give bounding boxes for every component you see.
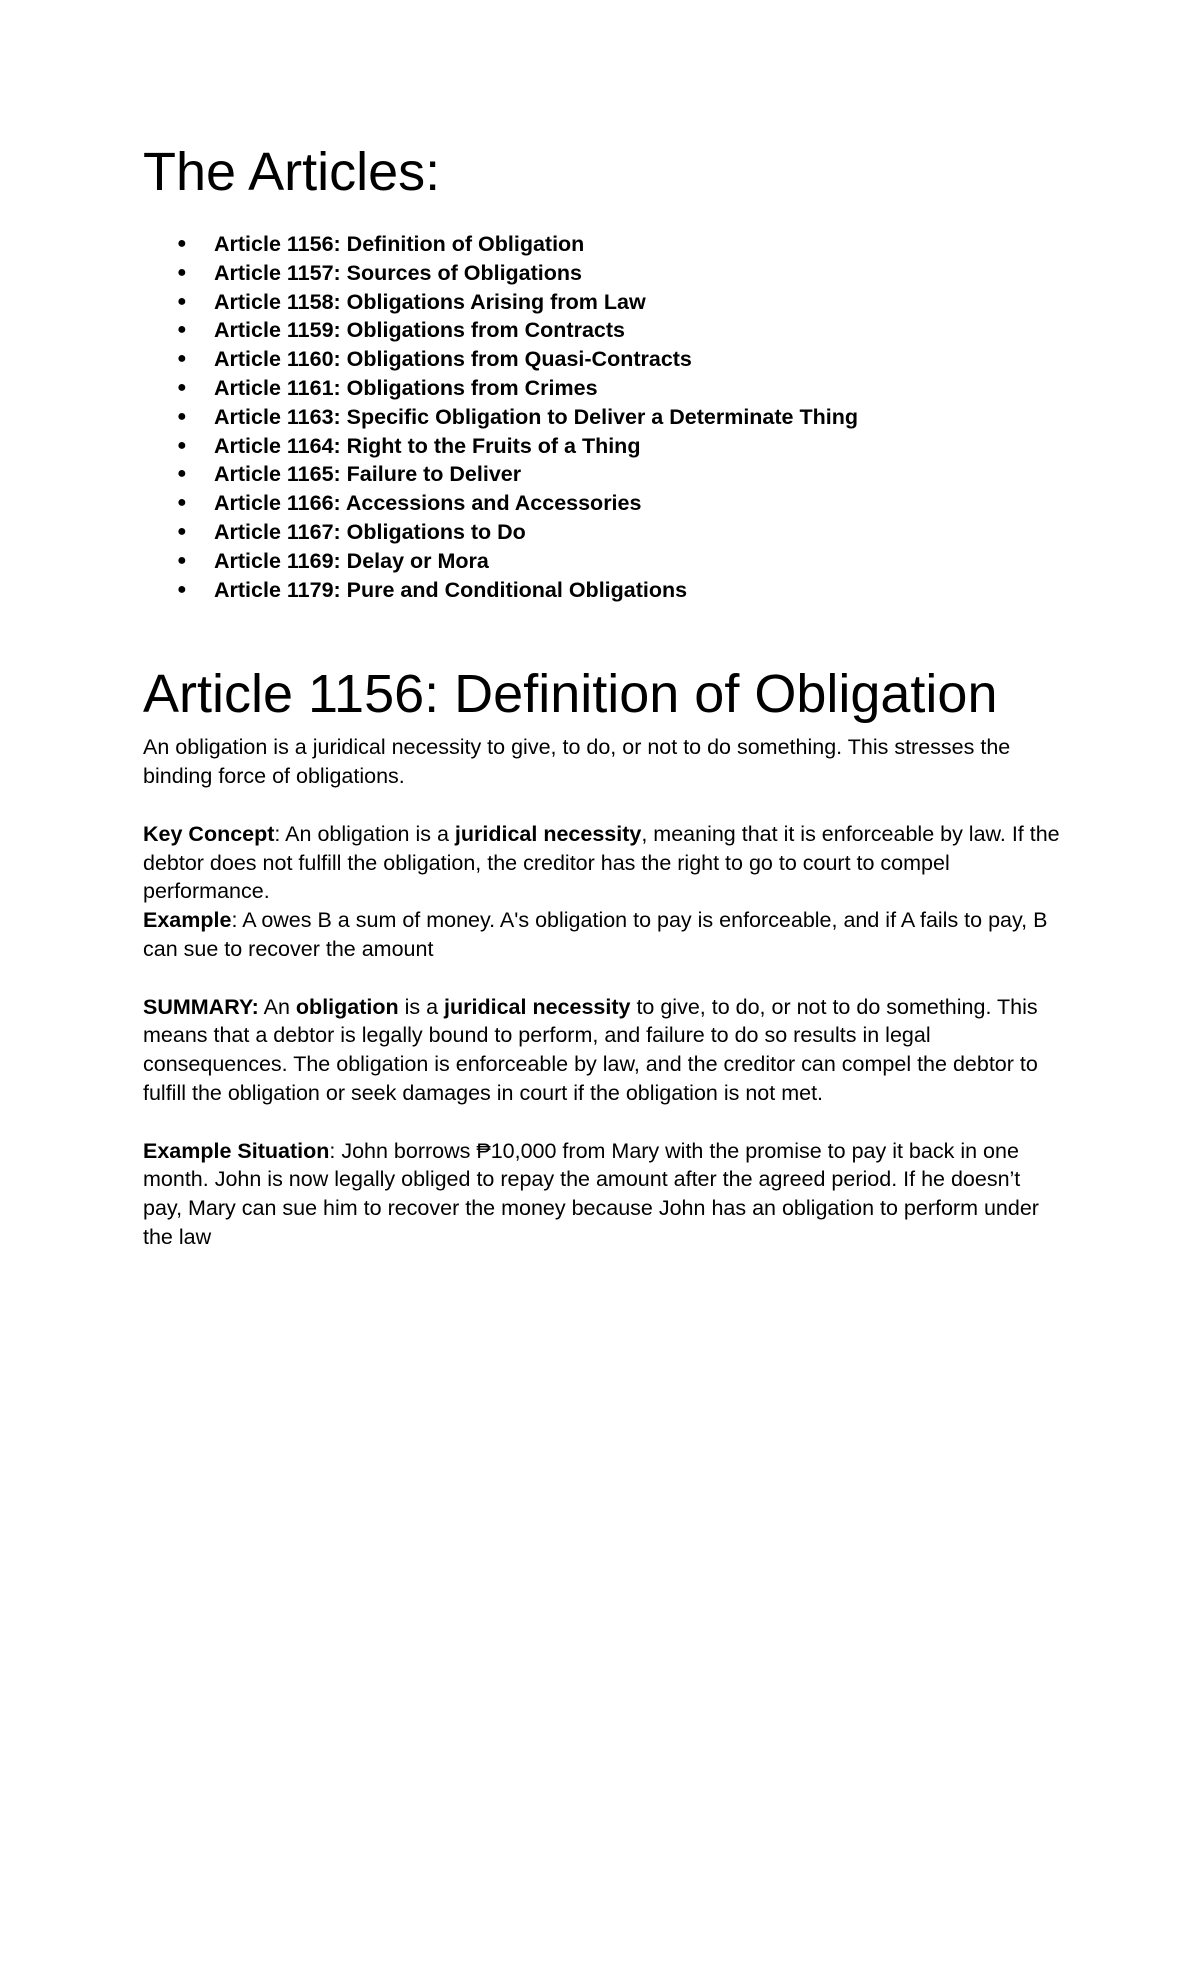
example-paragraph — [143, 906, 1060, 964]
bullet-icon: ● — [177, 407, 187, 425]
list-item — [143, 259, 1060, 288]
list-item-label: Article 1160: Obligations from Quasi-Contracts — [214, 347, 692, 372]
paragraph-gap — [143, 791, 1060, 820]
bullet-icon: ● — [177, 465, 187, 483]
bullet-icon: ● — [177, 378, 187, 396]
list-item — [143, 489, 1060, 518]
bullet-icon: ● — [177, 235, 187, 252]
summary-text: An — [258, 994, 296, 1019]
list-item — [143, 403, 1060, 432]
list-item — [143, 345, 1060, 374]
key-concept-label: Key Concept — [143, 821, 275, 846]
list-item — [143, 576, 1060, 605]
example-situation-label: Example Situation — [143, 1138, 330, 1163]
list-item — [143, 518, 1060, 547]
example-situation-text: : John borrows ₱10,000 from Mary with the promise to pay it back in one month. John is now legally obliged to repay the amount after the agreed period. If he doesn’t pay, Mary can sue him to recover the money because John has an obligation to perform under the law — [143, 1138, 1039, 1249]
bullet-icon: ● — [177, 522, 187, 540]
summary-label: SUMMARY: — [143, 994, 259, 1019]
list-item-label: Article 1179: Pure and Conditional Obligations — [214, 577, 688, 602]
example-label: Example — [143, 908, 232, 933]
paragraph-gap — [143, 964, 1060, 993]
bullet-icon: ● — [177, 494, 187, 512]
list-item — [143, 460, 1060, 489]
bullet-icon: ● — [177, 436, 187, 454]
list-item-label: Article 1166: Accessions and Accessories — [214, 491, 642, 516]
articles-list — [143, 230, 1060, 604]
list-item-label: Article 1158: Obligations Arising from Law — [214, 289, 646, 314]
section-heading: Article 1156: Definition of Obligation — [143, 664, 998, 725]
example-situation-paragraph — [143, 1137, 1060, 1252]
list-item — [143, 288, 1060, 317]
list-item-label: Article 1164: Right to the Fruits of a Thing — [214, 433, 641, 458]
list-item-label: Article 1163: Specific Obligation to Deliver a Determinate Thing — [214, 404, 858, 429]
list-item — [143, 374, 1060, 403]
list-item-label: Article 1157: Sources of Obligations — [214, 260, 582, 285]
page-title: The Articles: — [143, 142, 441, 202]
list-item-label: Article 1167: Obligations to Do — [214, 519, 526, 544]
summary-emphasis-juridical: juridical necessity — [444, 994, 631, 1019]
paragraph-gap — [143, 1108, 1060, 1137]
bullet-icon: ● — [177, 580, 187, 598]
summary-emphasis-obligation: obligation — [295, 994, 399, 1019]
list-item-label: Article 1169: Delay or Mora — [214, 548, 489, 573]
summary-paragraph — [143, 993, 1060, 1108]
list-item-label: Article 1165: Failure to Deliver — [214, 462, 522, 487]
example-text: : A owes B a sum of money. A's obligation to pay is enforceable, and if A fails to pay, B can sue to recover the amount — [143, 908, 1048, 961]
list-item-label: Article 1159: Obligations from Contracts — [214, 318, 625, 343]
intro-paragraph: An obligation is a juridical necessity to give, to do, or not to do something. This stresses the binding force of obligations. — [143, 735, 1011, 789]
list-item — [143, 316, 1060, 345]
key-concept-paragraph — [143, 820, 1060, 906]
bullet-icon: ● — [177, 350, 187, 368]
bullet-icon: ● — [177, 263, 187, 281]
key-concept-emphasis: juridical necessity — [454, 821, 642, 846]
list-item-label: Article 1156: Definition of Obligation — [214, 232, 585, 256]
key-concept-text: : An obligation is a — [274, 821, 455, 846]
list-item — [143, 432, 1060, 461]
list-item — [143, 230, 1060, 259]
list-item — [143, 547, 1060, 576]
bullet-icon: ● — [177, 292, 187, 310]
summary-text: is a — [398, 994, 445, 1019]
key-concept-text-continued: , meaning that it is enforceable by law. If the debtor does not fulfill the obligation, the creditor has the right to go to court to compel performance. — [143, 821, 1060, 904]
bullet-icon: ● — [177, 551, 187, 569]
list-item-label: Article 1161: Obligations from Crimes — [214, 375, 598, 400]
summary-text: to give, to do, or not to do something. This means that a debtor is legally bound to perform, and failure to do so results in legal consequences. The obligation is enforceable by law, and the creditor can compel the debtor to fulfill the obligation or seek damages in court if the obligation is not met. — [143, 994, 1038, 1105]
bullet-icon: ● — [177, 321, 187, 339]
